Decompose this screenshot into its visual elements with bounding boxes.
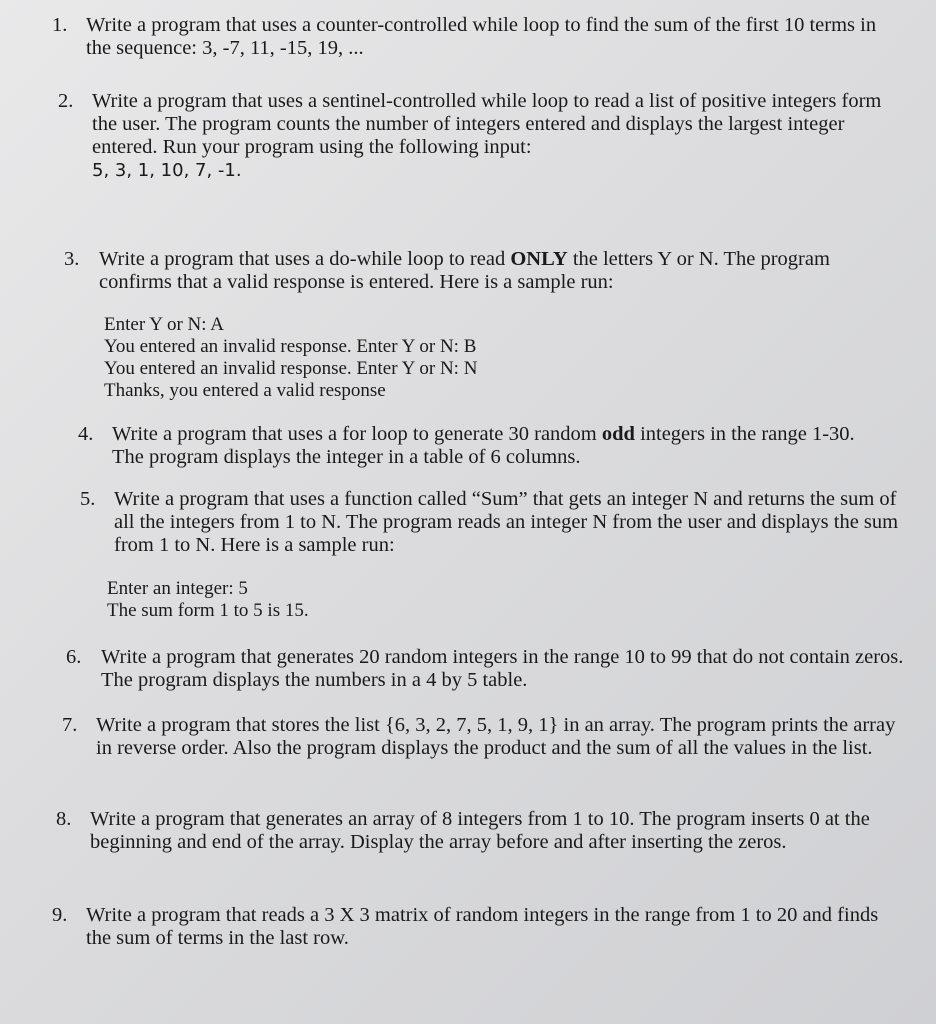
question-number: 6. (66, 646, 82, 668)
question-number: 5. (80, 488, 96, 510)
question-line: entered. Run your program using the following input: (92, 136, 532, 158)
question-line: Write a program that uses a function called “Sum” that gets an integer N and returns the sum of (114, 488, 897, 510)
question-7 (62, 714, 930, 760)
question-line: The program displays the numbers in a 4 by 5 table. (101, 669, 528, 691)
sample-run-3 (104, 314, 604, 402)
question-line: beginning and end of the array. Display the array before and after inserting the zeros. (90, 831, 787, 853)
question-line: Write a program that stores the list {6, 3, 2, 7, 5, 1, 9, 1} in an array. The program prints the array (96, 714, 896, 736)
question-1 (52, 14, 912, 60)
question-number: 1. (52, 14, 68, 36)
question-line: Write a program that generates an array of 8 integers from 1 to 10. The program inserts 0 at the (90, 808, 870, 830)
question-line: Write a program that generates 20 random integers in the range 10 to 99 that do not contain zeros. (101, 646, 904, 668)
sample-line: Thanks, you entered a valid response (104, 380, 386, 401)
question-number: 3. (64, 248, 80, 270)
sample-run-5 (107, 578, 507, 622)
question-line-part: Write a program that uses a do-while loop to read (99, 248, 511, 270)
question-line: all the integers from 1 to N. The program reads an integer N from the user and displays the sum (114, 511, 899, 533)
emphasis-only: ONLY (510, 248, 568, 270)
question-number: 9. (52, 904, 68, 926)
question-2 (58, 90, 908, 182)
question-5 (80, 488, 916, 557)
question-6 (66, 646, 926, 692)
question-4 (78, 423, 878, 469)
question-line-part: Write a program that uses a for loop to generate 30 random (112, 423, 602, 445)
question-number: 8. (56, 808, 72, 830)
question-line: Write a program that uses a sentinel-controlled while loop to read a list of positive integers form (92, 90, 882, 112)
question-line: the sum of terms in the last row. (86, 927, 349, 949)
sample-line: Enter Y or N: A (104, 314, 224, 335)
input-sequence: 5, 3, 1, 10, 7, -1. (92, 160, 242, 181)
question-line: Write a program that reads a 3 X 3 matrix of random integers in the range from 1 to 20 and finds (86, 904, 879, 926)
sample-line: You entered an invalid response. Enter Y or N: B (104, 336, 477, 357)
question-line: confirms that a valid response is entered. Here is a sample run: (99, 271, 614, 293)
question-number: 2. (58, 90, 74, 112)
question-3 (64, 248, 864, 294)
question-line-part: the letters Y or N. The program (567, 248, 830, 270)
question-line: from 1 to N. Here is a sample run: (114, 534, 395, 556)
question-number: 4. (78, 423, 94, 445)
question-line: in reverse order. Also the program displays the product and the sum of all the values in the list. (96, 737, 873, 759)
emphasis-odd: odd (601, 423, 635, 445)
question-line-part: integers in the range 1-30. (634, 423, 855, 445)
question-line: The program displays the integer in a table of 6 columns. (112, 446, 581, 468)
question-8 (56, 808, 926, 854)
sample-line: Enter an integer: 5 (107, 578, 248, 599)
question-9 (52, 904, 926, 950)
question-number: 7. (62, 714, 78, 736)
sample-line: The sum form 1 to 5 is 15. (107, 600, 309, 621)
question-line: Write a program that uses a counter-controlled while loop to find the sum of the first 10 terms in (86, 14, 877, 36)
question-line: the user. The program counts the number of integers entered and displays the largest integer (92, 113, 845, 135)
question-line: the sequence: 3, -7, 11, -15, 19, ... (86, 37, 364, 59)
sample-line: You entered an invalid response. Enter Y or N: N (104, 358, 478, 379)
